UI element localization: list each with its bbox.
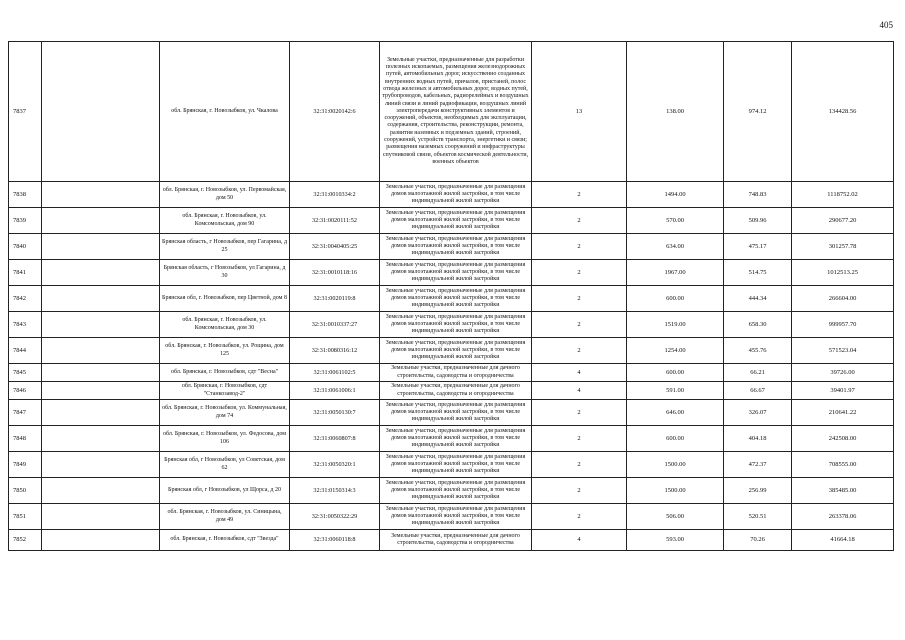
specific-value-cell: 66.21 <box>724 364 792 382</box>
cadastral-value-cell: 385485.00 <box>792 478 894 504</box>
use-code-cell: 2 <box>532 452 627 478</box>
address-cell: обл. Брянская, г. Новозыбков, ул. Комсомольская, дом 90 <box>160 208 290 234</box>
row-number: 7840 <box>9 234 42 260</box>
blank-cell <box>42 338 160 364</box>
cadastral-number-cell: 32:31:0040405:25 <box>290 234 380 260</box>
blank-cell <box>42 234 160 260</box>
cadastral-value-cell: 39401.97 <box>792 382 894 400</box>
area-cell: 634.00 <box>627 234 724 260</box>
table-row <box>9 530 894 551</box>
table-row <box>9 504 894 530</box>
address-cell: обл. Брянская, г. Новозыбков, ул. Чкалова <box>160 42 290 182</box>
blank-cell <box>42 530 160 551</box>
blank-cell <box>42 426 160 452</box>
row-number: 7841 <box>9 260 42 286</box>
cadastral-value-cell: 1118752.02 <box>792 182 894 208</box>
area-cell: 646.00 <box>627 400 724 426</box>
use-code-cell: 13 <box>532 42 627 182</box>
table-row <box>9 382 894 400</box>
blank-cell <box>42 504 160 530</box>
cadastral-number-cell: 32:31:0080316:12 <box>290 338 380 364</box>
cadastral-number-cell: 32:31:0010118:16 <box>290 260 380 286</box>
table-row <box>9 208 894 234</box>
land-use-cell: Земельные участки, предназначенные для размещения домов малоэтажной жилой застройки, в том числе индивидуальной жилой застройки <box>380 426 532 452</box>
cadastral-number-cell: 32:31:0050130:7 <box>290 400 380 426</box>
address-cell: обл. Брянская, г. Новозыбков, ул. Первомайская, дом 50 <box>160 182 290 208</box>
address-cell: обл. Брянская, г. Новозыбков, сдт "Звезда" <box>160 530 290 551</box>
specific-value-cell: 455.76 <box>724 338 792 364</box>
address-cell: обл. Брянская, г. Новозыбков, сдт "Весна" <box>160 364 290 382</box>
area-cell: 593.00 <box>627 530 724 551</box>
cadastral-number-cell: 32:31:0010334:2 <box>290 182 380 208</box>
address-cell: Брянская обл, г. Новозыбков, пер Цветной, дом 8 <box>160 286 290 312</box>
cadastral-value-cell: 134428.56 <box>792 42 894 182</box>
land-use-cell: Земельные участки, предназначенные для размещения домов малоэтажной жилой застройки, в том числе индивидуальной жилой застройки <box>380 478 532 504</box>
use-code-cell: 2 <box>532 338 627 364</box>
area-cell: 506.00 <box>627 504 724 530</box>
cadastral-value-cell: 1012513.25 <box>792 260 894 286</box>
row-number: 7837 <box>9 42 42 182</box>
table-row <box>9 400 894 426</box>
address-cell: обл. Брянская, г. Новозыбков, ул. Федосова, дом 106 <box>160 426 290 452</box>
use-code-cell: 2 <box>532 312 627 338</box>
area-cell: 1494.00 <box>627 182 724 208</box>
land-use-cell: Земельные участки, предназначенные для размещения домов малоэтажной жилой застройки, в том числе индивидуальной жилой застройки <box>380 452 532 478</box>
blank-cell <box>42 400 160 426</box>
cadastral-value-cell: 263378.06 <box>792 504 894 530</box>
use-code-cell: 2 <box>532 182 627 208</box>
land-use-cell: Земельные участки, предназначенные для размещения домов малоэтажной жилой застройки, в том числе индивидуальной жилой застройки <box>380 260 532 286</box>
cadastral-number-cell: 32:31:0020111:52 <box>290 208 380 234</box>
area-cell: 1519.00 <box>627 312 724 338</box>
address-cell: Брянская обл, г Новозыбков, ул Советская, дом 62 <box>160 452 290 478</box>
cadastral-value-cell: 242508.00 <box>792 426 894 452</box>
area-cell: 1967.00 <box>627 260 724 286</box>
cadastral-number-cell: 32:31:0061006:1 <box>290 382 380 400</box>
table-row <box>9 364 894 382</box>
table-row <box>9 312 894 338</box>
use-code-cell: 2 <box>532 286 627 312</box>
use-code-cell: 4 <box>532 382 627 400</box>
area-cell: 1500.00 <box>627 452 724 478</box>
cadastral-number-cell: 32:31:0050322:29 <box>290 504 380 530</box>
specific-value-cell: 748.83 <box>724 182 792 208</box>
area-cell: 138.00 <box>627 42 724 182</box>
land-use-cell: Земельные участки, предназначенные для размещения домов малоэтажной жилой застройки, в том числе индивидуальной жилой застройки <box>380 504 532 530</box>
blank-cell <box>42 260 160 286</box>
use-code-cell: 2 <box>532 504 627 530</box>
blank-cell <box>42 452 160 478</box>
cadastral-number-cell: 32:31:0061102:5 <box>290 364 380 382</box>
address-cell: обл. Брянская, г. Новозыбков, ул. Рощина, дом 125 <box>160 338 290 364</box>
area-cell: 591.00 <box>627 382 724 400</box>
cadastral-value-cell: 290677.20 <box>792 208 894 234</box>
land-use-cell: Земельные участки, предназначенные для разработки полезных ископаемых, размещения железнодорожных путей, автомобильных дорог, искусственно созданных внутренних водных путей, причалов, пристаней, полос отвода железных и автомобильных дорог, водных путей, трубопроводов, кабельных, радиорелейных и воздушных линий связи и линий радиофикации, воздушных линий электропередачи конструктивных элементов и сооружений, объектов, необходимых для эксплуатации, содержания, строительства, реконструкции, ремонта, развития наземных и подземных зданий, строений, сооружений, устройств транспорта, энергетики и связи; размещения наземных сооружений и инфраструктуры спутниковой связи, объектов космической деятельности, военных объектов <box>380 42 532 182</box>
cadastral-number-cell: 32:31:0050320:1 <box>290 452 380 478</box>
land-use-cell: Земельные участки, предназначенные для размещения домов малоэтажной жилой застройки, в том числе индивидуальной жилой застройки <box>380 182 532 208</box>
area-cell: 570.00 <box>627 208 724 234</box>
specific-value-cell: 70.26 <box>724 530 792 551</box>
specific-value-cell: 256.99 <box>724 478 792 504</box>
address-cell: Брянская область, г Новозыбков, пер Гагарина, д 25 <box>160 234 290 260</box>
row-number: 7849 <box>9 452 42 478</box>
specific-value-cell: 475.17 <box>724 234 792 260</box>
cadastral-number-cell: 32:31:0150314:3 <box>290 478 380 504</box>
row-number: 7838 <box>9 182 42 208</box>
land-use-cell: Земельные участки, предназначенные для дачного строительства, садоводства и огородничества <box>380 530 532 551</box>
row-number: 7847 <box>9 400 42 426</box>
table-row <box>9 286 894 312</box>
row-number: 7846 <box>9 382 42 400</box>
table-row <box>9 426 894 452</box>
row-number: 7852 <box>9 530 42 551</box>
row-number: 7851 <box>9 504 42 530</box>
row-number: 7842 <box>9 286 42 312</box>
table-row <box>9 452 894 478</box>
land-use-cell: Земельные участки, предназначенные для дачного строительства, садоводства и огородничества <box>380 382 532 400</box>
address-cell: обл. Брянская, г. Новозыбков, ул. Синицына, дом 49 <box>160 504 290 530</box>
cadastral-value-cell: 571523.04 <box>792 338 894 364</box>
cadastral-number-cell: 32:31:0010337:27 <box>290 312 380 338</box>
blank-cell <box>42 364 160 382</box>
table-row <box>9 478 894 504</box>
specific-value-cell: 520.51 <box>724 504 792 530</box>
blank-cell <box>42 286 160 312</box>
table-row <box>9 42 894 182</box>
blank-cell <box>42 478 160 504</box>
land-use-cell: Земельные участки, предназначенные для размещения домов малоэтажной жилой застройки, в том числе индивидуальной жилой застройки <box>380 286 532 312</box>
specific-value-cell: 509.96 <box>724 208 792 234</box>
row-number: 7845 <box>9 364 42 382</box>
land-registry-table <box>8 41 894 551</box>
row-number: 7850 <box>9 478 42 504</box>
table-row <box>9 260 894 286</box>
specific-value-cell: 404.18 <box>724 426 792 452</box>
table-row <box>9 182 894 208</box>
use-code-cell: 2 <box>532 400 627 426</box>
area-cell: 600.00 <box>627 286 724 312</box>
cadastral-value-cell: 39726.00 <box>792 364 894 382</box>
land-use-cell: Земельные участки, предназначенные для размещения домов малоэтажной жилой застройки, в том числе индивидуальной жилой застройки <box>380 312 532 338</box>
use-code-cell: 2 <box>532 426 627 452</box>
address-cell: Брянская область, г Новозыбков, ул Гагарина, д 30 <box>160 260 290 286</box>
cadastral-number-cell: 32:31:0020119:8 <box>290 286 380 312</box>
use-code-cell: 2 <box>532 208 627 234</box>
area-cell: 600.00 <box>627 426 724 452</box>
use-code-cell: 4 <box>532 364 627 382</box>
use-code-cell: 4 <box>532 530 627 551</box>
cadastral-value-cell: 41664.18 <box>792 530 894 551</box>
row-number: 7843 <box>9 312 42 338</box>
table-row <box>9 338 894 364</box>
specific-value-cell: 444.34 <box>724 286 792 312</box>
land-use-cell: Земельные участки, предназначенные для размещения домов малоэтажной жилой застройки, в том числе индивидуальной жилой застройки <box>380 208 532 234</box>
use-code-cell: 2 <box>532 234 627 260</box>
blank-cell <box>42 208 160 234</box>
land-use-cell: Земельные участки, предназначенные для дачного строительства, садоводства и огородничества <box>380 364 532 382</box>
cadastral-value-cell: 210641.22 <box>792 400 894 426</box>
cadastral-number-cell: 32:31:0060118:8 <box>290 530 380 551</box>
row-number: 7839 <box>9 208 42 234</box>
address-cell: обл. Брянская, г. Новозыбков, ул. Коммунальная, дом 74 <box>160 400 290 426</box>
blank-cell <box>42 312 160 338</box>
cadastral-number-cell: 32:31:0020142:6 <box>290 42 380 182</box>
blank-cell <box>42 42 160 182</box>
blank-cell <box>42 382 160 400</box>
area-cell: 1254.00 <box>627 338 724 364</box>
use-code-cell: 2 <box>532 260 627 286</box>
land-use-cell: Земельные участки, предназначенные для размещения домов малоэтажной жилой застройки, в том числе индивидуальной жилой застройки <box>380 234 532 260</box>
page-number: 405 <box>879 20 893 30</box>
cadastral-value-cell: 301257.78 <box>792 234 894 260</box>
specific-value-cell: 514.75 <box>724 260 792 286</box>
cadastral-value-cell: 708555.00 <box>792 452 894 478</box>
specific-value-cell: 66.67 <box>724 382 792 400</box>
specific-value-cell: 658.30 <box>724 312 792 338</box>
blank-cell <box>42 182 160 208</box>
land-use-cell: Земельные участки, предназначенные для размещения домов малоэтажной жилой застройки, в том числе индивидуальной жилой застройки <box>380 338 532 364</box>
table-row <box>9 234 894 260</box>
area-cell: 1500.00 <box>627 478 724 504</box>
cadastral-number-cell: 32:31:0060807:8 <box>290 426 380 452</box>
address-cell: обл. Брянская, г. Новозыбков, ул. Комсомольская, дом 30 <box>160 312 290 338</box>
specific-value-cell: 472.37 <box>724 452 792 478</box>
area-cell: 600.00 <box>627 364 724 382</box>
specific-value-cell: 326.07 <box>724 400 792 426</box>
row-number: 7844 <box>9 338 42 364</box>
use-code-cell: 2 <box>532 478 627 504</box>
cadastral-value-cell: 999957.70 <box>792 312 894 338</box>
address-cell: Брянская обл, г Новозыбков, ул Щорса, д 20 <box>160 478 290 504</box>
land-use-cell: Земельные участки, предназначенные для размещения домов малоэтажной жилой застройки, в том числе индивидуальной жилой застройки <box>380 400 532 426</box>
address-cell: обл. Брянская, г. Новозыбков, сдт "Станкозавод-2" <box>160 382 290 400</box>
row-number: 7848 <box>9 426 42 452</box>
cadastral-value-cell: 266604.00 <box>792 286 894 312</box>
specific-value-cell: 974.12 <box>724 42 792 182</box>
